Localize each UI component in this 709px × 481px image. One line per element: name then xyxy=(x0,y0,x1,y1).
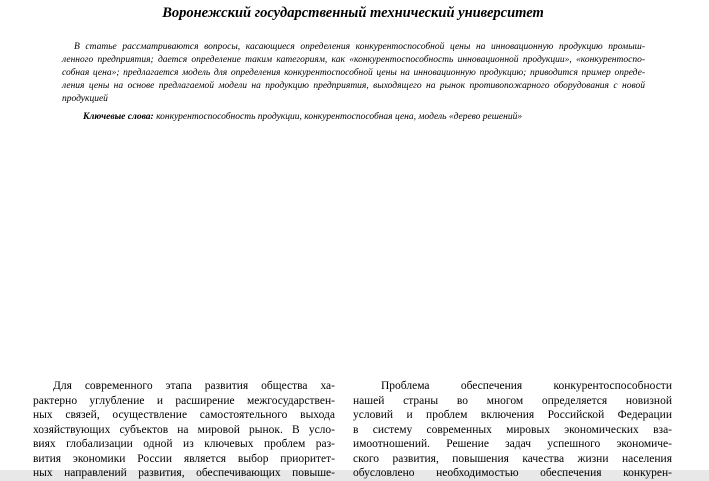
abstract-line: собная цена»; предлагается модель для определения конкурентоспособной цены на инновационную продукцию; приводится пример опреде- xyxy=(62,68,645,78)
text-line: условий и проблем включения Российской Федерации xyxy=(353,409,672,421)
text-line: рактерно углубление и расширение межгосударствен- xyxy=(33,394,335,407)
right-column xyxy=(353,379,672,481)
page-title: Воронежский государственный технический университет xyxy=(162,5,544,21)
text-line-partial: обусловлено необходимостью обеспечения конкурен- xyxy=(353,467,672,479)
text-line: Для современного этапа развития общества ха- xyxy=(53,380,335,392)
keywords-label: Ключевые слова: xyxy=(83,112,154,122)
abstract xyxy=(62,41,645,106)
text-line: виях глобализации одной из ключевых проблем раз- xyxy=(33,438,335,450)
keywords-text: конкурентоспособность продукции, конкурентоспособная цена, модель «дерево решений» xyxy=(153,112,523,122)
left-column xyxy=(33,379,335,481)
text-line: хозяйствующих субъектов на мировой рынок. В усло- xyxy=(33,423,335,436)
text-line: вития экономики России является выбор приоритет- xyxy=(33,452,335,465)
text-line: ского развития, повышения качества жизни населения xyxy=(353,452,672,465)
text-line: Проблема обеспечения конкурентоспособности xyxy=(381,380,672,392)
keywords-line xyxy=(62,111,645,124)
text-line: имоотношений. Решение задач успешного экономиче- xyxy=(353,438,672,450)
abstract-line: продукцией xyxy=(62,94,108,104)
text-line: нашей страны во многом определяется новизной xyxy=(353,394,672,407)
text-line: ных связей, осуществление самостоятельного выхода xyxy=(33,409,335,421)
abstract-line: ления цены на основе предлагаемой модели на продукцию предприятия, выходящего на рынок противопожарного оборудования с новой xyxy=(62,81,645,91)
text-line-partial: ных направлений развития, обеспечивающих повыше- xyxy=(33,467,335,479)
text-line: в систему современных мировых экономических вза- xyxy=(353,423,672,436)
abstract-line: В статье рассматриваются вопросы, касающиеся определения конкурентоспособной цены на инновационную продукцию промыш- xyxy=(74,42,645,52)
abstract-line: ленного предприятия; дается определение таким категориям, как «конкурентоспособность инновационной продукции», «конкурентоспо- xyxy=(62,55,645,65)
